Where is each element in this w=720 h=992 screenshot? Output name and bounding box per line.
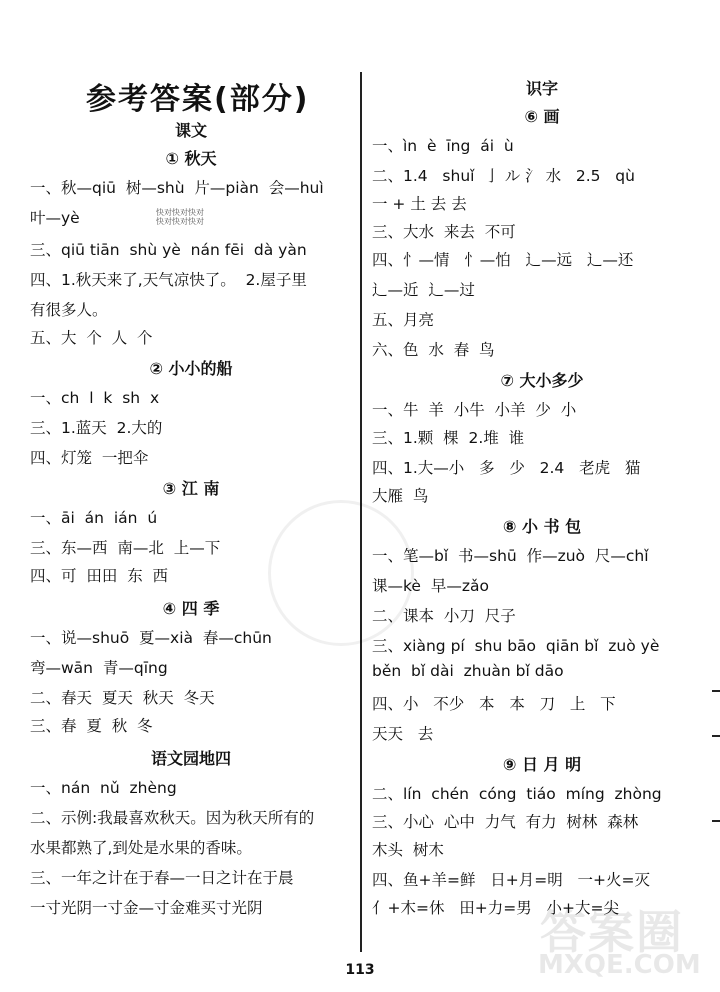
answer-line: 三、小心 心中 力气 有力 树林 森林 [372, 813, 639, 831]
watermark-url: MXQE.COM [538, 950, 701, 980]
section-heading: ④ 四 季 [162, 599, 220, 618]
answer-line: 一、nán nǔ zhèng [30, 779, 177, 797]
answer-line: 弯—wān 青—qīng [30, 659, 168, 677]
answer-line: 一 + 土 去 去 [372, 195, 467, 213]
answer-line: 三、春 夏 秋 冬 [30, 717, 153, 735]
answer-line: 大雁 鸟 [372, 487, 429, 505]
answer-line: 一寸光阴一寸金—寸金难买寸光阴 [30, 899, 263, 917]
section-heading: ⑨ 日 月 明 [502, 755, 582, 774]
answer-line: 六、色 水 春 鸟 [372, 341, 495, 359]
answer-line: 四、可 田田 东 西 [30, 567, 169, 585]
answer-line: 一、ch l k sh x [30, 389, 160, 407]
answer-line: 水果都熟了,到处是水果的香味。 [30, 839, 252, 857]
answer-line: 一、ìn è īng ái ù [372, 137, 514, 155]
section-heading: ⑦ 大小多少 [500, 371, 584, 390]
answer-line: 四、1.大—小 多 少 2.4 老虎 猫 [372, 459, 641, 477]
answer-line: 一、秋—qiū 树—shù 片—piàn 会—huì [30, 179, 324, 197]
scan-noise-text: 快对快对快对 快对快对快对 [156, 208, 204, 226]
answer-line: 三、1.蓝天 2.大的 [30, 419, 163, 437]
edge-mark [712, 820, 720, 822]
answer-line: 三、大水 来去 不可 [372, 223, 516, 241]
answer-line: 天天 去 [372, 725, 434, 743]
section-heading: 识字 [525, 79, 558, 98]
answer-line: 三、东—西 南—北 上—下 [30, 539, 221, 557]
section-heading: ⑧ 小 书 包 [502, 517, 582, 536]
section-heading: ⑥ 画 [524, 107, 560, 126]
answer-line: 一、笔—bǐ 书—shū 作—zuò 尺—chǐ [372, 547, 649, 565]
answer-line: 四、忄—情 忄—怕 辶—远 辶—还 [372, 251, 634, 269]
section-heading: ② 小小的船 [149, 359, 233, 378]
edge-mark [712, 690, 720, 692]
section-heading: 语文园地四 [150, 749, 231, 768]
answer-line: 二、春天 夏天 秋天 冬天 [30, 689, 215, 707]
answer-line: 辶—近 辶—过 [372, 281, 475, 299]
answer-line: 木头 树木 [372, 841, 444, 859]
page-title: 参考答案(部分) [86, 82, 310, 117]
answer-line: 三、1.颗 棵 2.堆 谁 [372, 429, 525, 447]
answer-line: 四、鱼+羊=鲜 日+月=明 一+火=灭 [372, 871, 650, 889]
page-number: 113 [345, 962, 375, 978]
answer-line: 五、大 个 人 个 [30, 329, 153, 347]
answer-line: 二、lín chén cóng tiáo míng zhòng [372, 785, 662, 803]
answer-line: 五、月亮 [372, 311, 435, 329]
answer-line: 一、牛 羊 小牛 小羊 少 小 [372, 401, 577, 419]
answer-line: 叶—yè [30, 209, 80, 227]
answer-line: 一、āi án ián ú [30, 509, 158, 527]
section-heading: 课文 [174, 121, 207, 140]
section-heading: ① 秋天 [165, 149, 217, 168]
answer-line: 三、xiàng pí shu bāo qiān bǐ zuò yè [372, 637, 660, 655]
answer-line: 四、小 不少 本 本 刀 上 下 [372, 695, 616, 713]
section-heading: ③ 江 南 [162, 479, 220, 498]
answer-line: 四、1.秋天来了,天气凉快了。 2.屋子里 [30, 271, 307, 289]
answer-line: 课—kè 早—zǎo [372, 577, 489, 595]
watermark-logo-text: 答案圈 [540, 905, 684, 959]
answer-line: 三、qiū tiān shù yè nán fēi dà yàn [30, 241, 307, 259]
answer-line: běn bǐ dài zhuàn bǐ dāo [372, 662, 564, 680]
answer-line: 有很多人。 [30, 301, 108, 319]
answer-line: 二、示例:我最喜欢秋天。因为秋天所有的 [30, 809, 315, 827]
edge-mark [712, 735, 720, 737]
answer-line: 二、课本 小刀 尺子 [372, 607, 516, 625]
answer-line: 亻+木=休 田+力=男 小+大=尖 [372, 899, 619, 917]
answer-line: 四、灯笼 一把伞 [30, 449, 149, 467]
answer-line: 三、一年之计在于春—一日之计在于晨 [30, 869, 294, 887]
answer-line: 二、1.4 shuǐ 亅 ル 氵 水 2.5 qù [372, 167, 635, 185]
answer-line: 一、说—shuō 夏—xià 春—chūn [30, 629, 272, 647]
